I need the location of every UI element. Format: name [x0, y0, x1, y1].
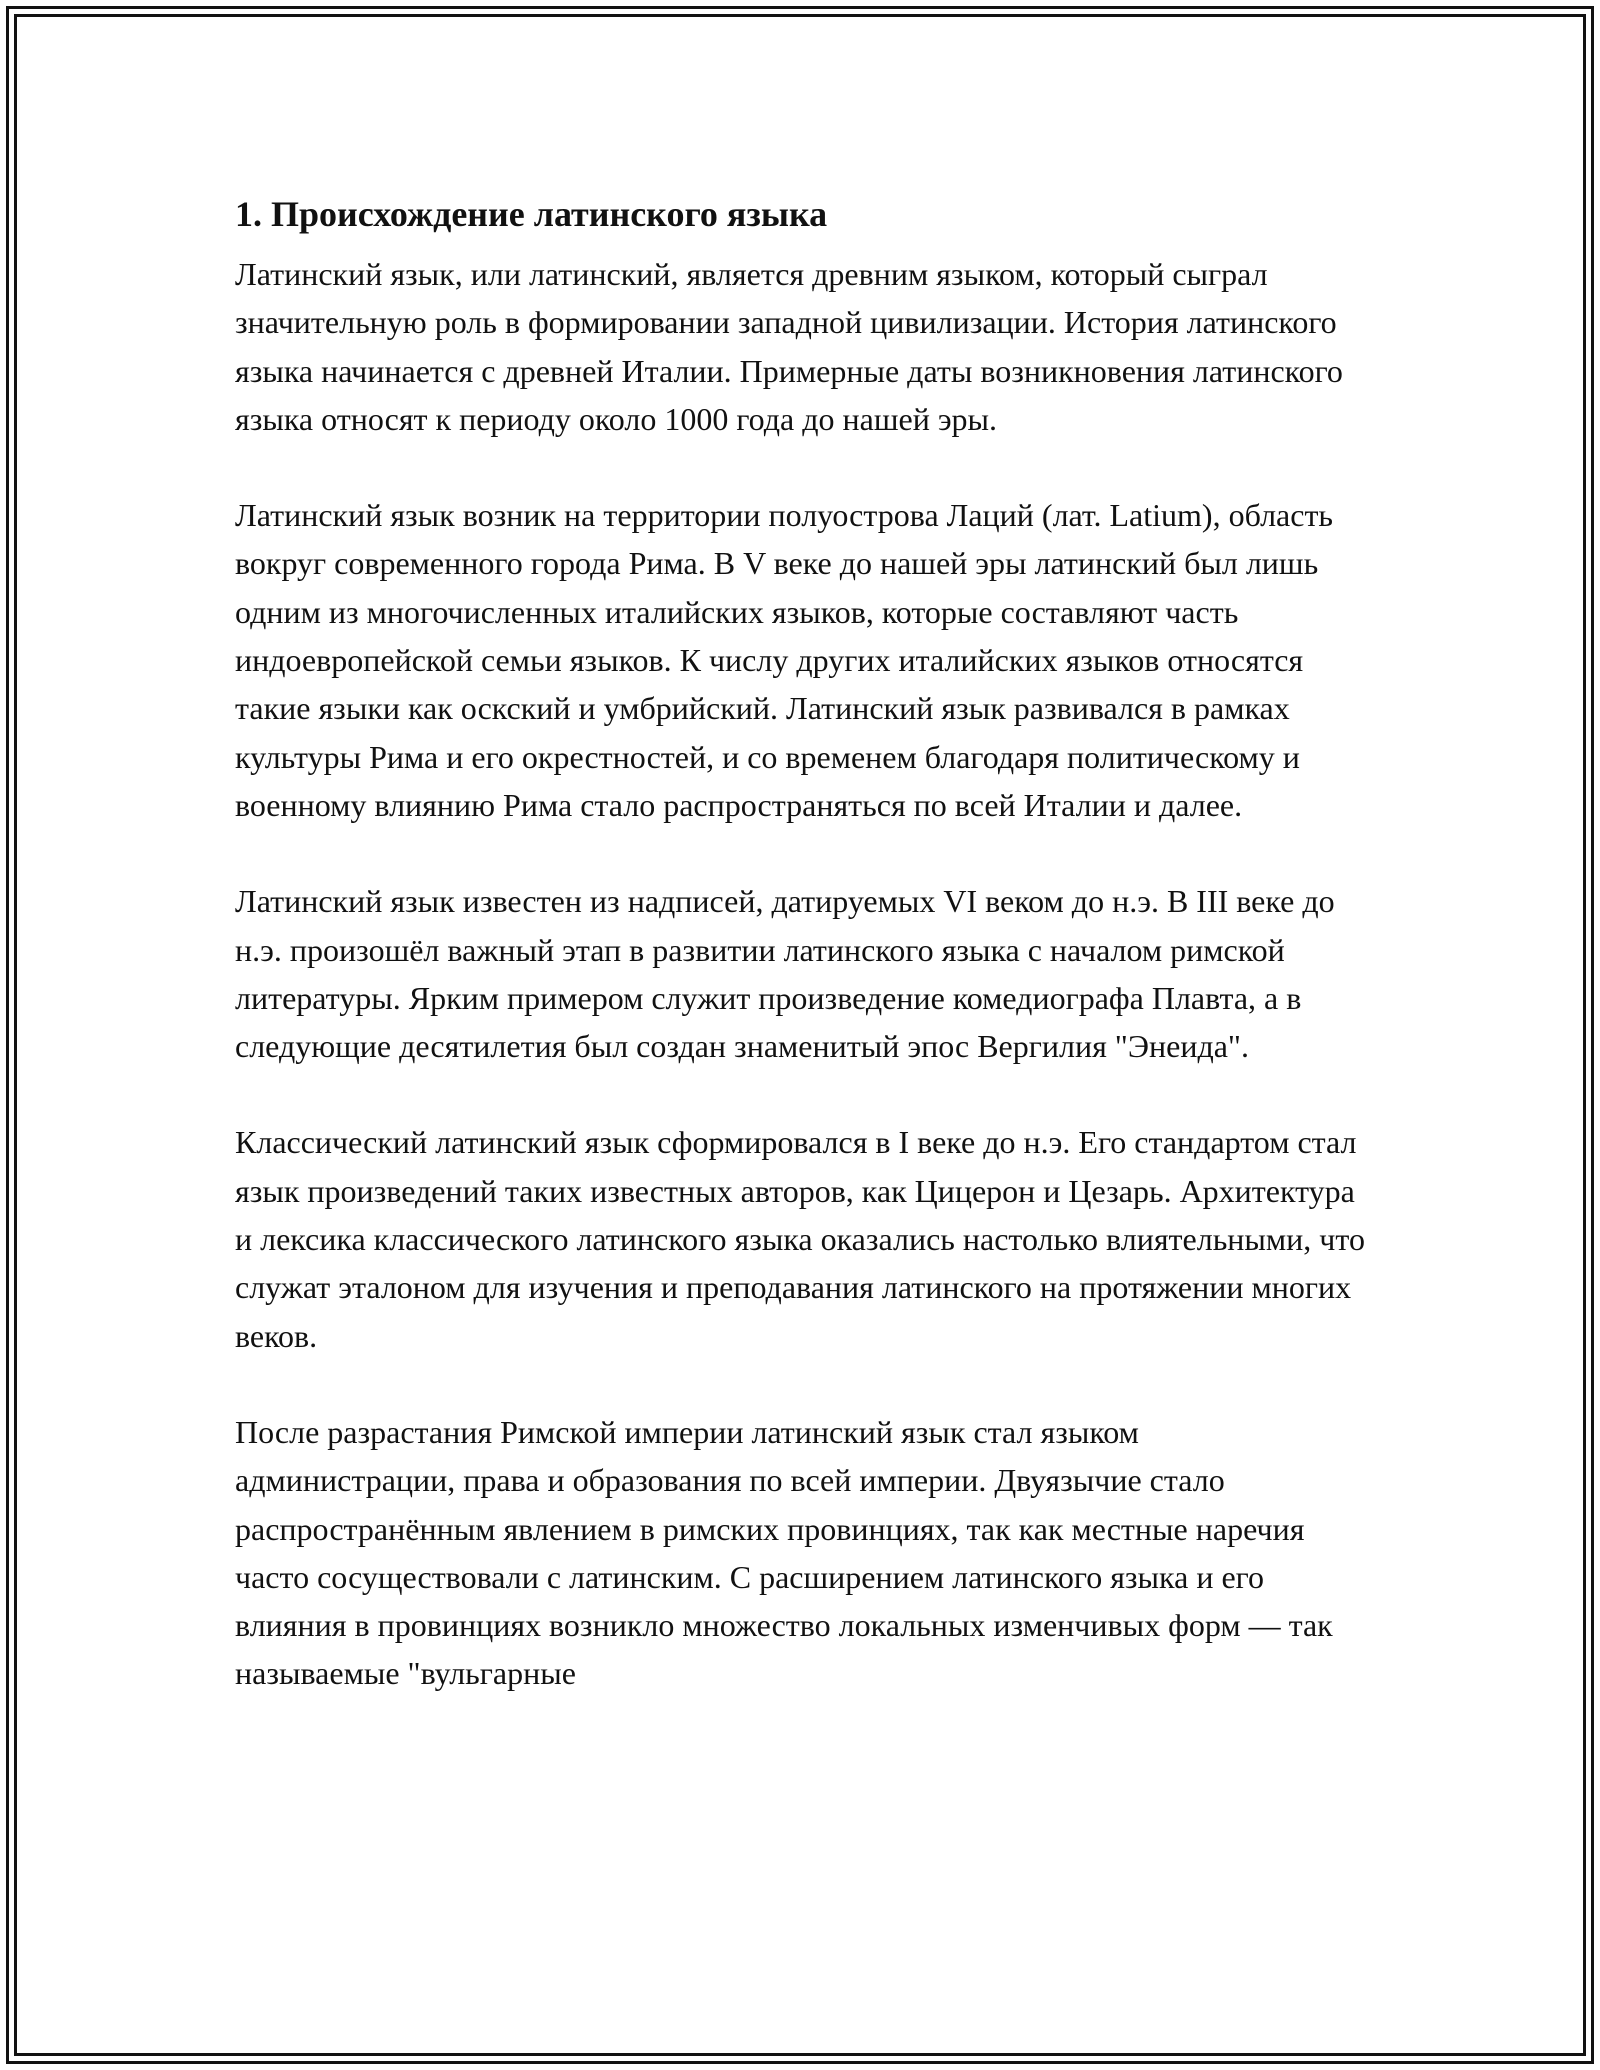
- document-body: [235, 186, 1365, 1746]
- paragraph-3: Латинский язык известен из надписей, датируемых VI веком до н.э. В III веке до н.э. произошёл важный этап в развитии латинского языка с началом римской литературы. Ярким примером служит произведение комедиографа Плавта, а в следующие десятилетия был создан знаменитый эпос Вергилия "Энеида".: [235, 883, 1335, 1065]
- paragraph-2: Латинский язык возник на территории полуострова Лаций (лат. Latium), область вокруг современного города Рима. В V веке до нашей эры латинский был лишь одним из многочисленных италийских языков, которые составляют часть индоевропейской семьи языков. К числу других италийских языков относятся такие языки как оскский и умбрийский. Латинский язык развивался в рамках культуры Рима и его окрестностей, и со временем благодаря политическому и военному влиянию Рима стало распространяться по всей Италии и далее.: [235, 497, 1334, 823]
- section-heading: 1. Происхождение латинского языка: [235, 194, 828, 234]
- paragraph-1: Латинский язык, или латинский, является древним языком, который сыграл значительную роль в формировании западной цивилизации. История латинского языка начинается с древней Италии. Примерные даты возникновения латинского языка относят к периоду около 1000 года до нашей эры.: [235, 256, 1343, 437]
- paragraph-5: После разрастания Римской империи латинский язык стал языком администрации, права и образования по всей империи. Двуязычие стало распространённым явлением в римских провинциях, так как местные наречия часто сосуществовали с латинским. С расширением латинского языка и его влияния в провинциях возникло множество локальных изменчивых форм — так называемые "вульгарные: [235, 1413, 1333, 1692]
- paragraph-4: Классический латинский язык сформировался в I веке до н.э. Его стандартом стал язык произведений таких известных авторов, как Цицерон и Цезарь. Архитектура и лексика классического латинского языка оказались настолько влиятельными, что служат эталоном для изучения и преподавания латинского на протяжении многих веков.: [235, 1124, 1365, 1354]
